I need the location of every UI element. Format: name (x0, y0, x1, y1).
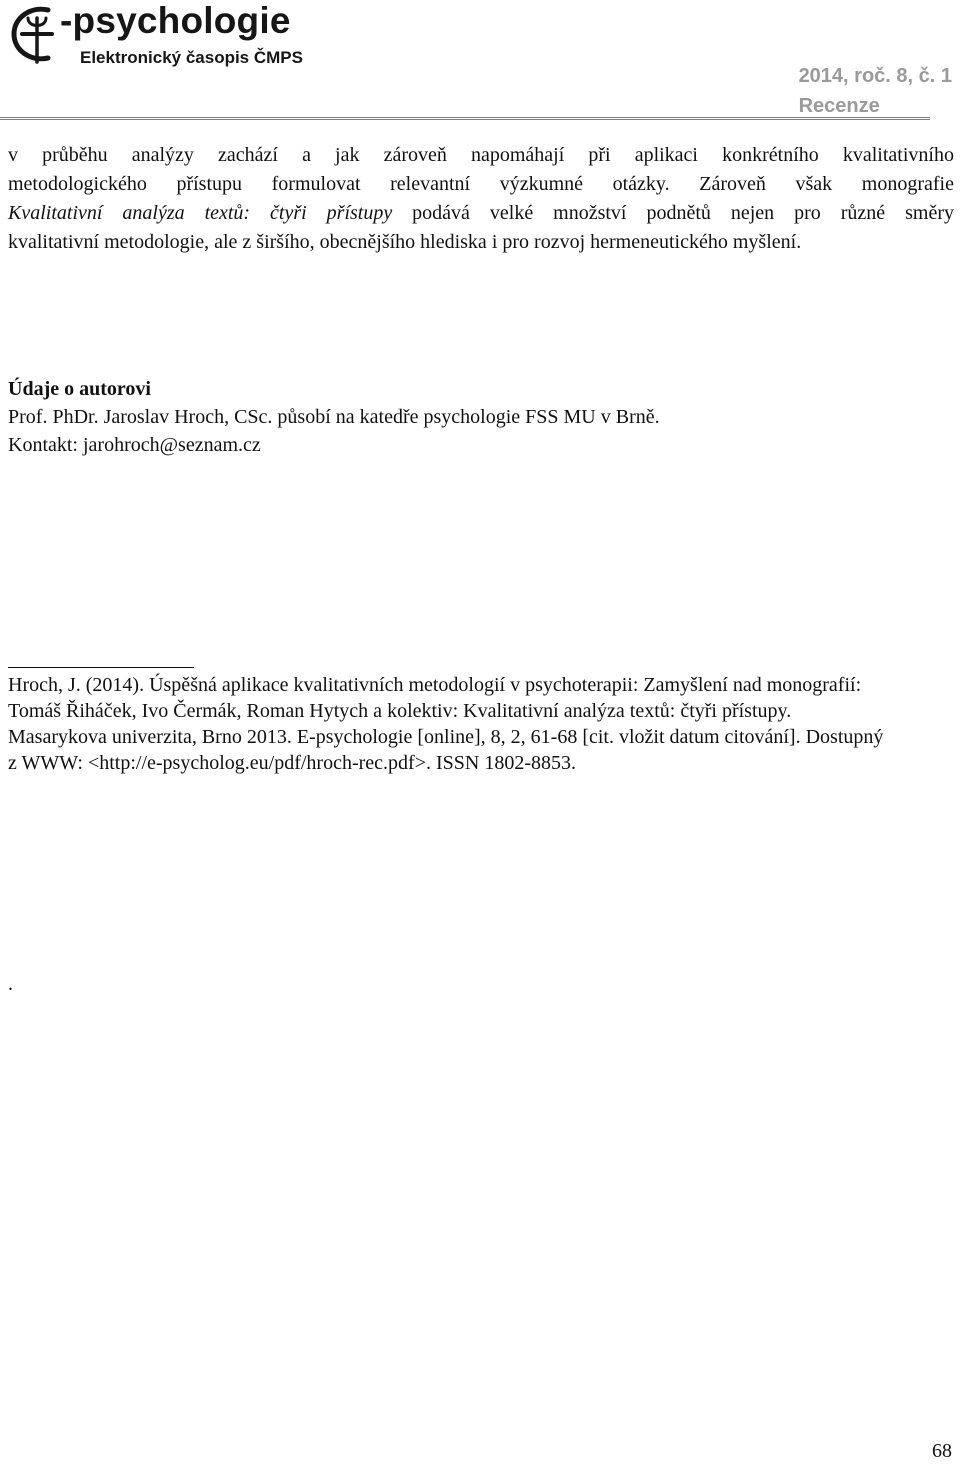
word: aplikaci (634, 144, 698, 166)
citation (8, 672, 954, 776)
logo-title: -psychologie (60, 0, 291, 41)
word: velké (489, 202, 534, 224)
word: širšího, (256, 231, 315, 253)
author-contact: Kontakt: jarohroch@seznam.cz (8, 434, 261, 456)
citation-line: Tomáš Řiháček, Ivo Čermák, Roman Hytych a kolektiv: Kvalitativní analýza textů: čtyři přístupy. (8, 700, 792, 722)
word: však (795, 173, 833, 195)
word: z (242, 231, 252, 253)
word: konkrétního (722, 144, 819, 166)
paragraph-line (8, 228, 954, 257)
word: kvalitativního (842, 144, 954, 166)
word: napomáhají (470, 144, 565, 166)
word: při (588, 144, 611, 166)
paragraph-line (8, 141, 954, 170)
author-affiliation: Prof. PhDr. Jaroslav Hroch, CSc. působí na katedře psychologie FSS MU v Brně. (8, 406, 660, 428)
word: formulovat (271, 173, 361, 195)
word: hlediska (420, 231, 487, 253)
word: průběhu (42, 144, 108, 166)
word: monografie (861, 173, 954, 195)
word: myšlení. (732, 231, 802, 253)
epsychologie-logo-icon (8, 4, 68, 66)
author-heading: Údaje o autorovi (8, 378, 151, 400)
word: zároveň (383, 144, 447, 166)
word: kvalitativní (8, 231, 100, 253)
citation-line: z WWW: <http://e-psycholog.eu/pdf/hroch-rec.pdf>. ISSN 1802-8853. (8, 752, 576, 774)
word: podává (412, 202, 470, 224)
word: metodologického (8, 173, 147, 195)
word: Kvalitativní (8, 202, 103, 224)
word: textů: (204, 202, 251, 224)
body-paragraph (8, 141, 954, 257)
word: Zároveň (699, 173, 766, 195)
issue-info (799, 61, 952, 121)
word: relevantní (390, 173, 471, 195)
word: podnětů (646, 202, 711, 224)
word: přístupu (176, 173, 243, 195)
word: nejen (730, 202, 775, 224)
journal-logo (8, 0, 368, 70)
page-number: 68 (932, 1440, 952, 1462)
word: i (491, 231, 498, 253)
logo-subtitle: Elektronický časopis ČMPS (80, 48, 303, 67)
word: jak (335, 144, 360, 166)
header-divider (0, 117, 930, 120)
issue-number: 2014, roč. 8, č. 1 (798, 65, 952, 87)
word: směry (905, 202, 954, 224)
page-header (0, 0, 960, 118)
word: analýza (122, 202, 185, 224)
word: rozvoj (534, 231, 586, 253)
word: množství (553, 202, 627, 224)
word: ale (214, 231, 238, 253)
footnote-divider (8, 667, 194, 668)
section-name: Recenze (798, 95, 880, 117)
stray-dot: . (8, 973, 13, 995)
paragraph-line (8, 170, 954, 199)
word: pro (502, 231, 530, 253)
word: a (302, 144, 311, 166)
word: obecnějšího (319, 231, 416, 253)
word: pro (794, 202, 821, 224)
author-info (8, 375, 660, 459)
word: různé (840, 202, 886, 224)
citation-line: Masarykova univerzita, Brno 2013. E-psychologie [online], 8, 2, 61-68 [cit. vložit datum citování]. Dostupný (8, 726, 884, 748)
word: hermeneutického (590, 231, 728, 253)
word: výzkumné (499, 173, 584, 195)
word: v (8, 144, 18, 166)
word: přístupy (326, 202, 393, 224)
word: čtyři (270, 202, 307, 224)
word: zachází (218, 144, 278, 166)
citation-line: Hroch, J. (2014). Úspěšná aplikace kvalitativních metodologií v psychoterapii: Zamyšlení nad monografií: (8, 674, 862, 696)
word: metodologie, (104, 231, 210, 253)
paragraph-line (8, 199, 954, 228)
word: analýzy (131, 144, 194, 166)
word: otázky. (612, 173, 670, 195)
